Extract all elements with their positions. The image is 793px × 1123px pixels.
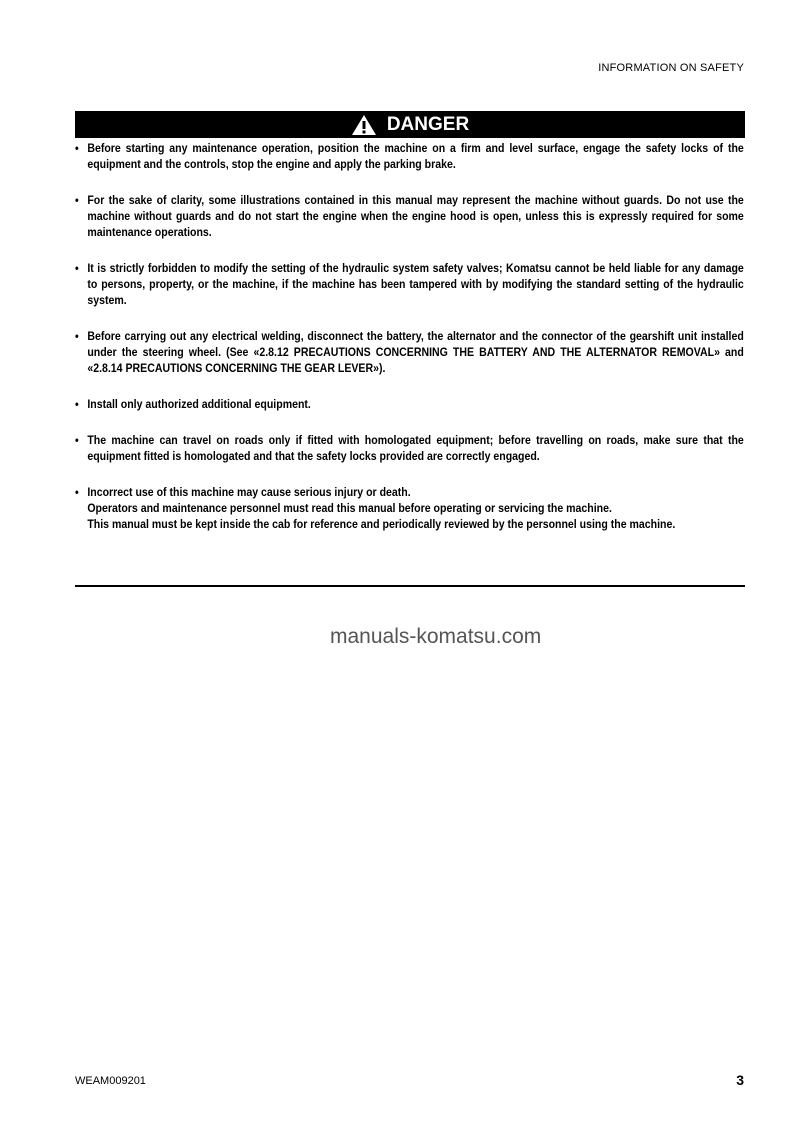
danger-list <box>75 140 744 552</box>
item-text: Before carrying out any electrical welding, disconnect the battery, the alternator and the connector of the gearshift unit installed under the steering wheel. (See «2.8.12 PRECAUTIONS CONCERNING THE BATTERY AND THE ALTERNATOR REMOVAL» and «2.8.14 PRECAUTIONS CONCERNING THE GEAR LEVER»). <box>87 329 744 375</box>
document-code: WEAM009201 <box>75 1075 146 1087</box>
list-item <box>75 192 744 240</box>
section-divider <box>75 585 745 587</box>
list-item <box>75 140 744 172</box>
bullet: • <box>75 485 79 499</box>
item-text: The machine can travel on roads only if fitted with homologated equipment; before travelling on roads, make sure that the equipment fitted is homologated and that the safety locks provided are correctly engaged. <box>87 433 744 463</box>
list-item <box>75 432 744 464</box>
bullet: • <box>75 397 79 411</box>
list-item <box>75 396 744 412</box>
watermark: manuals-komatsu.com <box>330 625 542 648</box>
item-text: This manual must be kept inside the cab for reference and periodically reviewed by the personnel using the machine. <box>87 517 676 531</box>
page-number: 3 <box>736 1072 744 1088</box>
item-text: Operators and maintenance personnel must read this manual before operating or servicing the machine. <box>87 501 612 515</box>
bullet: • <box>75 329 79 343</box>
bullet: • <box>75 141 79 155</box>
item-text: Install only authorized additional equipment. <box>87 397 311 411</box>
list-item <box>75 484 744 532</box>
list-item <box>75 328 744 376</box>
item-text: For the sake of clarity, some illustrations contained in this manual may represent the machine without guards. Do not use the machine without guards and do not start the engine when the engine hood is open, unless this is expressly required for some maintenance operations. <box>87 193 744 239</box>
danger-banner <box>75 111 745 138</box>
item-text: It is strictly forbidden to modify the setting of the hydraulic system safety valves; Komatsu cannot be held liable for any damage to persons, property, or the machine, if the machine has been tampered with by modifying the standard setting of the hydraulic system. <box>87 261 744 307</box>
section-header: INFORMATION ON SAFETY <box>598 62 744 74</box>
item-text: Incorrect use of this machine may cause serious injury or death. <box>87 485 411 499</box>
bullet: • <box>75 261 79 275</box>
item-text: Before starting any maintenance operation, position the machine on a firm and level surface, engage the safety locks of the equipment and the controls, stop the engine and apply the parking brake. <box>87 141 744 171</box>
danger-label: DANGER <box>386 113 470 135</box>
bullet: • <box>75 433 79 447</box>
bullet: • <box>75 193 79 207</box>
list-item <box>75 260 744 308</box>
warning-triangle-icon <box>351 114 377 136</box>
